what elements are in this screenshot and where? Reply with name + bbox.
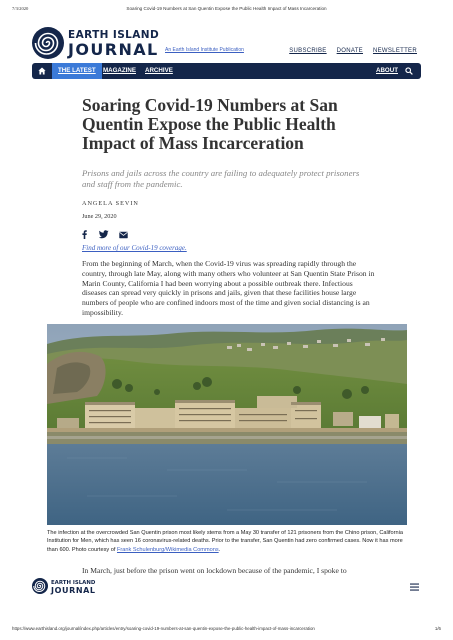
print-url: https://www.earthisland.org/journal/index.php/articles/entry/soaring-covid-19-numbers-at-san-quentin-expose-the-public-health-impact-of-mass-incarceration [12, 626, 315, 631]
nav-item-about[interactable]: ABOUT [376, 67, 398, 74]
caption-text: The infection at the overcrowded San Quentin prison most likely stems from a May 30 transfer of 121 prisoners from the Chino prison, California Institution for Men, which has seen 16 coronavirus-related deaths. Prior to the transfer, San Quentin had zero confirmed cases. Now it has more than 600. Photo courtesy of [47, 530, 403, 553]
nav-item-magazine[interactable]: MAGAZINE [103, 67, 136, 74]
twitter-icon[interactable] [99, 226, 109, 244]
publication-tagline-link[interactable]: An Earth Island Institute Publication [165, 47, 244, 53]
subscribe-link[interactable]: SUBSCRIBE [289, 48, 327, 54]
article-paragraph: From the beginning of March, when the Covid-19 virus was spreading rapidly through the country, through late May, along with many others who volunteer at San Quentin State Prison in Marin County, California I had been worrying about a possible outbreak there. Infectious diseases can spread very quickly in prisons and jails, given that these facilities house large numbers of people who are confined indoors most of the time and given social distancing is an impossibility. [82, 259, 375, 317]
home-icon [38, 67, 46, 75]
top-links [289, 48, 417, 58]
nav-home-button[interactable] [32, 63, 52, 79]
nav-item-archive[interactable]: ARCHIVE [145, 67, 173, 74]
covid-coverage-link[interactable]: Find more of our Covid-19 coverage. [82, 244, 187, 252]
search-icon[interactable] [405, 67, 413, 75]
print-footer [12, 626, 441, 634]
email-icon[interactable] [119, 226, 128, 244]
footer-logo-text-earth-island: EARTH ISLAND [51, 580, 96, 586]
nav-item-the-latest[interactable]: THE LATEST [52, 63, 102, 79]
article-headline: Soaring Covid-19 Numbers at San Quentin Expose the Public Health Impact of Mass Incarceration [82, 95, 338, 153]
spiral-logo-icon [32, 27, 64, 59]
article-dek: Prisons and jails across the country are failing to adequately protect prisoners and staff from the pandemic. [82, 168, 360, 189]
hamburger-icon[interactable] [410, 583, 419, 591]
article-date: June 29, 2020 [82, 213, 117, 220]
article-author[interactable]: ANGELA SEVIN [82, 200, 139, 207]
donate-link[interactable]: DONATE [336, 48, 363, 54]
print-title: Soaring Covid-19 Numbers at San Quentin Expose the Public Health Impact of Mass Incarceration [126, 6, 327, 11]
article-photo [47, 324, 407, 525]
logo-text-journal: JOURNAL [68, 40, 159, 59]
san-quentin-photo [47, 324, 407, 525]
footer-logo[interactable] [32, 578, 102, 594]
caption-end: . [218, 546, 221, 553]
logo-text-earth-island: EARTH ISLAND [68, 29, 160, 41]
spiral-logo-icon [32, 578, 48, 594]
main-navbar [32, 63, 421, 79]
newsletter-link[interactable]: NEWSLETTER [372, 48, 417, 54]
article-paragraph: In March, just before the prison went on lockdown because of the pandemic, I spoke to [82, 566, 347, 575]
print-date: 7/3/2020 [12, 6, 29, 11]
photo-caption [47, 529, 409, 554]
footer-logo-text-journal: JOURNAL [51, 586, 96, 595]
site-logo[interactable] [32, 27, 167, 59]
photo-credit-link[interactable]: Frank Schulenburg/Wikimedia Commons [116, 546, 219, 553]
print-page-number: 1/6 [434, 626, 441, 631]
print-header [12, 6, 441, 14]
facebook-icon[interactable] [82, 226, 87, 244]
